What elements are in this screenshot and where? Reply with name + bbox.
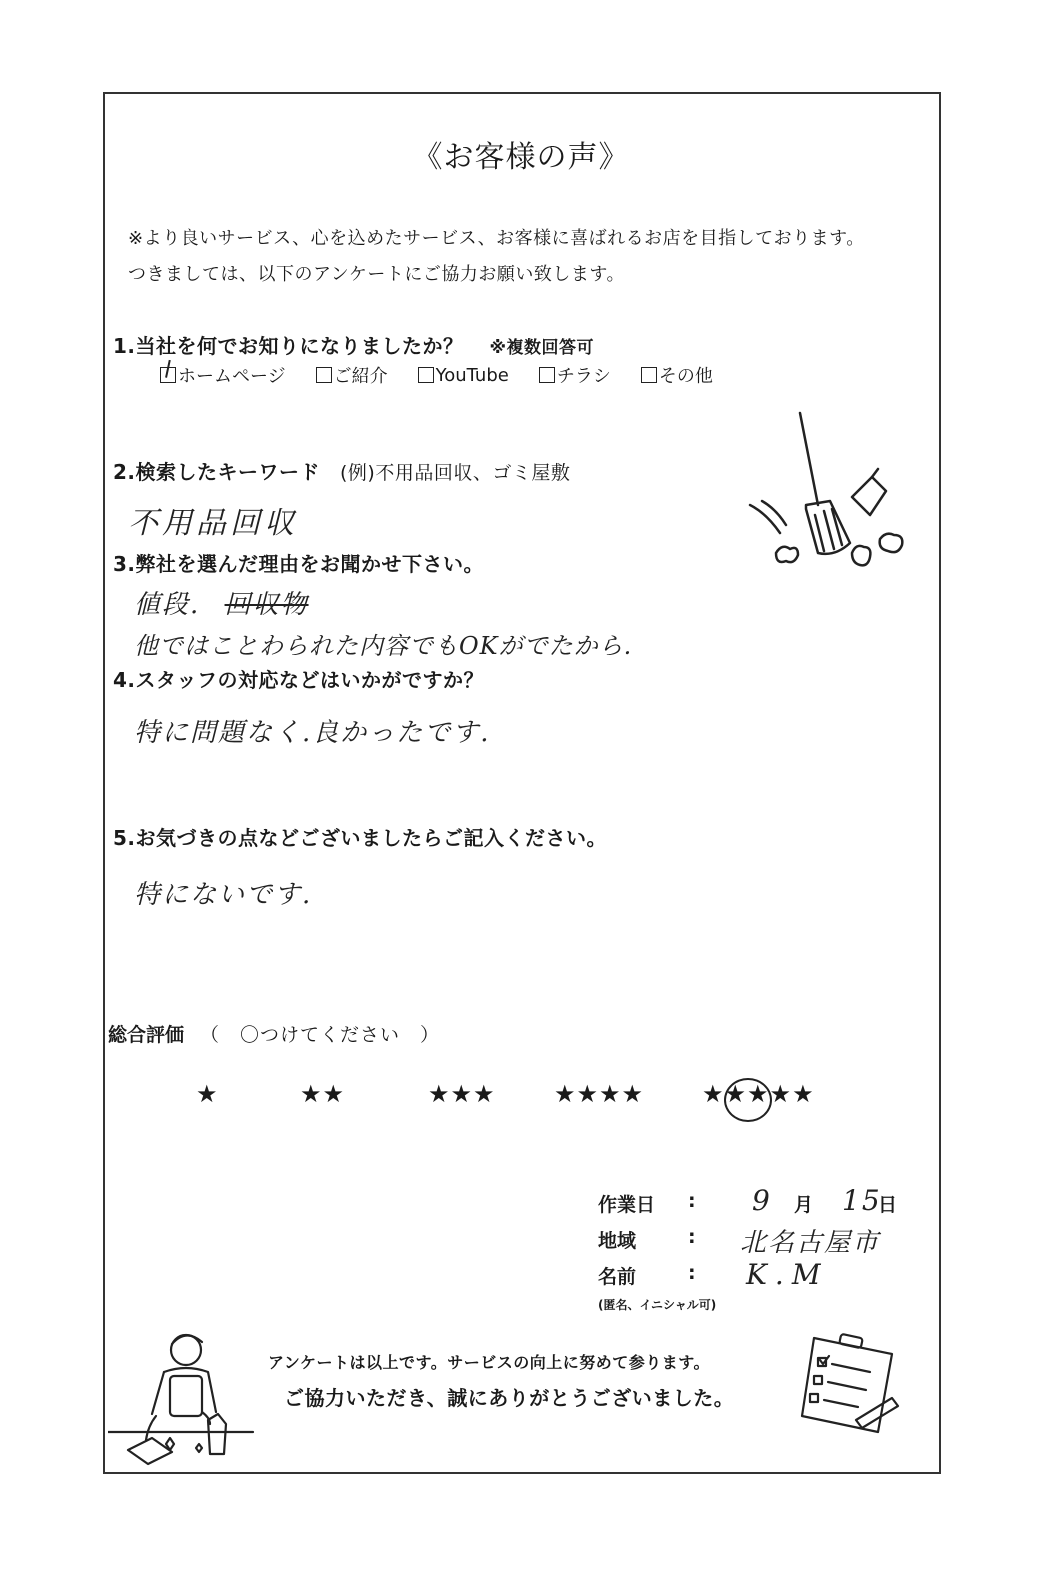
struck-text: 回収物 xyxy=(224,590,309,620)
selected-rating-circle xyxy=(724,1078,772,1122)
clipboard-checklist-icon xyxy=(796,1328,906,1438)
rating-1-star[interactable]: ★ xyxy=(196,1080,219,1108)
question-3-answer-line-2[interactable]: 他ではことわられた内容でもOKがでたから. xyxy=(134,632,633,660)
month-unit: 月 xyxy=(794,1194,814,1216)
colon: : xyxy=(688,1226,696,1248)
checkbox-checked[interactable] xyxy=(160,367,176,383)
question-2-answer[interactable]: 不用品回収 xyxy=(128,506,298,541)
rating-4-stars[interactable]: ★★★★ xyxy=(554,1080,645,1108)
name-value[interactable]: K.M xyxy=(746,1258,829,1291)
option-youtube[interactable] xyxy=(418,362,509,388)
option-other[interactable] xyxy=(641,362,713,388)
work-date-month[interactable]: 9 xyxy=(752,1184,772,1217)
checkbox[interactable] xyxy=(641,367,657,383)
option-label: ホームページ xyxy=(178,366,286,387)
question-4-label: 4.スタッフの対応などはいかがですか？ xyxy=(113,668,485,692)
colon: : xyxy=(688,1262,696,1284)
option-label: チラシ xyxy=(556,366,611,387)
checkbox[interactable] xyxy=(539,367,555,383)
area-value[interactable]: 北名古屋市 xyxy=(740,1228,881,1258)
option-label: YouTube xyxy=(435,364,509,386)
cleaning-staff-illustration xyxy=(108,1328,258,1474)
question-1-options xyxy=(160,362,743,388)
overall-rating xyxy=(108,1020,440,1047)
area-label: 地域 xyxy=(598,1230,637,1252)
intro-line-2: つきましては、以下のアンケートにご協力お願い致します。 xyxy=(128,264,625,285)
question-5-answer[interactable]: 特にないです. xyxy=(134,880,313,910)
question-3-answer-line-1[interactable] xyxy=(134,584,309,621)
colon: : xyxy=(688,1190,696,1212)
question-1 xyxy=(113,330,594,359)
question-2 xyxy=(113,456,570,485)
question-1-note: ※複数回答可 xyxy=(489,338,595,358)
rating-3-stars[interactable]: ★★★ xyxy=(428,1080,496,1108)
question-5-label: 5.お気づきの点などございましたらご記入ください。 xyxy=(113,826,608,850)
question-1-label: 1.当社を何でお知りになりましたか？ xyxy=(113,334,464,358)
broom-dustpan-illustration xyxy=(740,405,920,580)
rating-2-stars[interactable]: ★★ xyxy=(300,1080,346,1108)
answer-text: 値段. xyxy=(134,590,201,620)
name-label: 名前 xyxy=(598,1266,637,1288)
page-title: 《お客様の声》 xyxy=(412,140,630,175)
option-homepage[interactable] xyxy=(160,362,286,388)
question-2-example: (例)不用品回収、ゴミ屋敷 xyxy=(340,462,571,484)
name-note: (匿名、イニシャル可) xyxy=(598,1298,717,1312)
option-label: ご紹介 xyxy=(333,366,388,387)
checkbox[interactable] xyxy=(418,367,434,383)
work-date-day[interactable]: 15 xyxy=(842,1184,882,1217)
overall-rating-label: 総合評価 xyxy=(108,1024,185,1046)
question-3-label: 3.弊社を選んだ理由をお聞かせ下さい。 xyxy=(113,552,485,576)
question-4-answer[interactable]: 特に問題なく.良かったです. xyxy=(134,718,491,748)
overall-rating-instruction: （ 〇つけてください ） xyxy=(200,1024,441,1046)
work-date-label: 作業日 xyxy=(598,1194,656,1216)
closing-line-2: ご協力いただき、誠にありがとうございました。 xyxy=(284,1386,735,1410)
question-2-label: 2.検索したキーワード xyxy=(113,460,321,484)
rating-5-stars[interactable]: ★★★★★ xyxy=(702,1080,815,1108)
closing-line-1: アンケートは以上です。サービスの向上に努めて参ります。 xyxy=(268,1353,710,1372)
intro-line-1: ※より良いサービス、心を込めたサービス、お客様に喜ばれるお店を目指しております。 xyxy=(128,228,865,249)
option-flyer[interactable] xyxy=(539,362,611,388)
option-referral[interactable] xyxy=(316,362,388,388)
option-label: その他 xyxy=(658,366,713,387)
day-unit: 日 xyxy=(878,1194,898,1216)
checkbox[interactable] xyxy=(316,367,332,383)
